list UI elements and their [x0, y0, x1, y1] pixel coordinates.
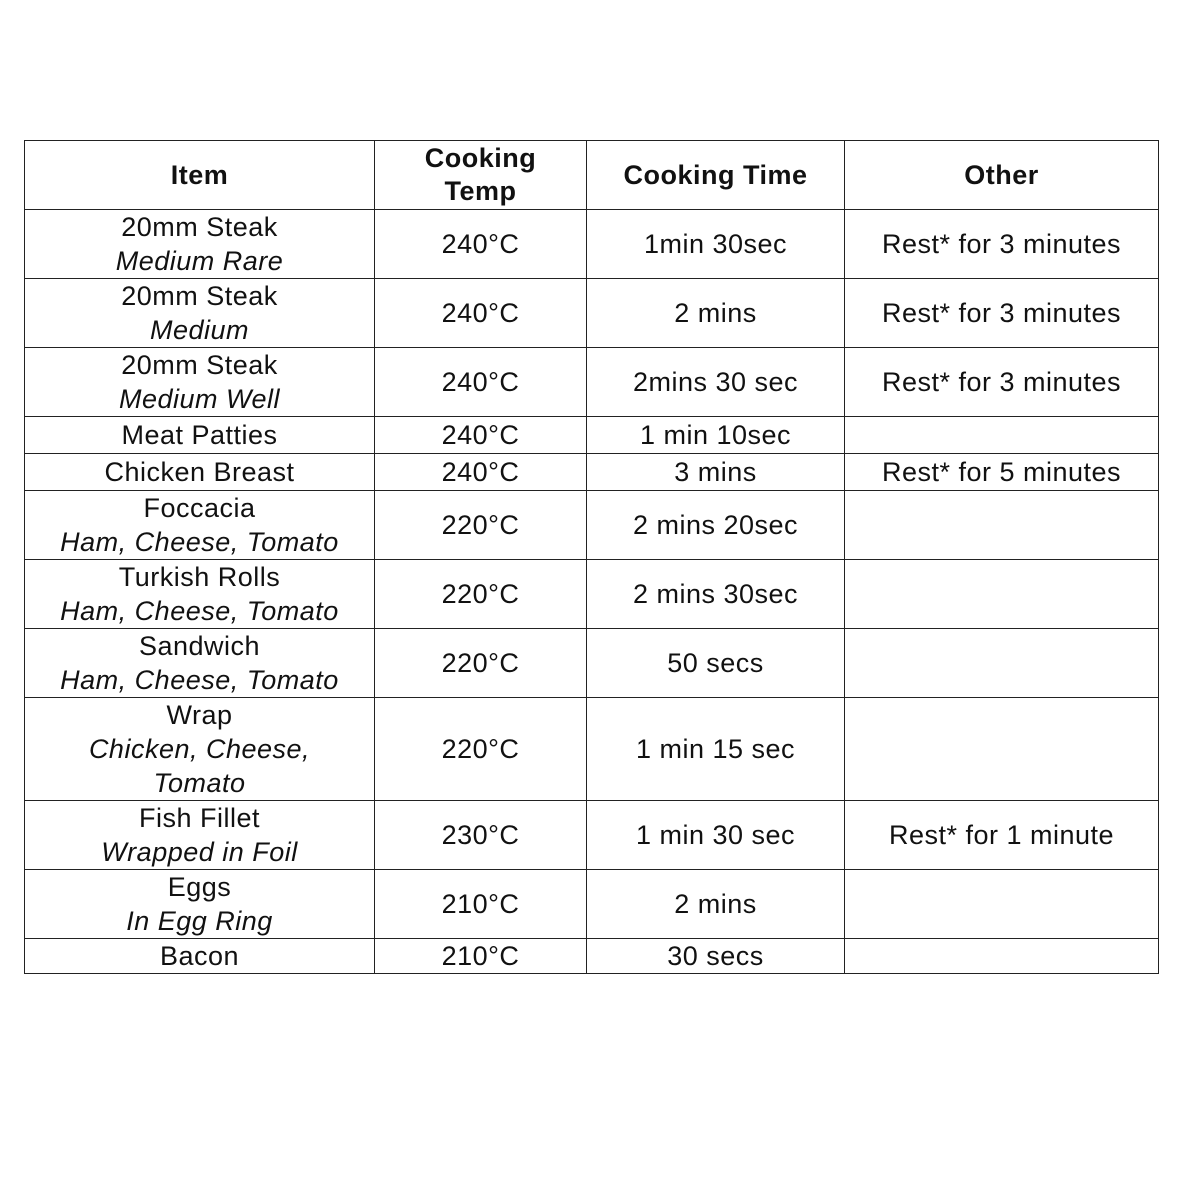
other-cell: Rest* for 3 minutes — [845, 279, 1159, 348]
table-row — [25, 454, 1159, 491]
table-row — [25, 279, 1159, 348]
header-row — [25, 141, 1159, 210]
time-cell: 2 mins 30sec — [587, 560, 845, 629]
temp-cell: 220°C — [375, 491, 587, 560]
item-cell — [25, 210, 375, 279]
header-temp-line1: Cooking — [424, 143, 537, 173]
header-temp — [375, 141, 587, 210]
item-name: Chicken Breast — [104, 457, 295, 487]
item-detail: Medium Rare — [115, 246, 284, 276]
item-cell — [25, 348, 375, 417]
table-row — [25, 491, 1159, 560]
item-cell — [25, 491, 375, 560]
item-detail: Wrapped in Foil — [101, 837, 298, 867]
other-cell — [845, 417, 1159, 454]
table-row — [25, 801, 1159, 870]
item-cell — [25, 801, 375, 870]
table-row — [25, 417, 1159, 454]
temp-cell: 230°C — [375, 801, 587, 870]
header-time: Cooking Time — [587, 141, 845, 210]
table-row — [25, 939, 1159, 974]
item-detail: Ham, Cheese, Tomato — [60, 596, 339, 626]
item-name: Bacon — [159, 941, 240, 971]
temp-cell: 240°C — [375, 454, 587, 491]
other-cell: Rest* for 3 minutes — [845, 210, 1159, 279]
time-cell: 1 min 15 sec — [587, 698, 845, 801]
item-name: 20mm Steak — [121, 350, 278, 380]
item-detail: Tomato — [153, 768, 246, 798]
time-cell: 1 min 30 sec — [587, 801, 845, 870]
other-cell: Rest* for 3 minutes — [845, 348, 1159, 417]
other-cell — [845, 560, 1159, 629]
temp-cell: 210°C — [375, 870, 587, 939]
item-cell — [25, 939, 375, 974]
cooking-table — [24, 140, 1159, 974]
temp-cell: 220°C — [375, 560, 587, 629]
temp-cell: 210°C — [375, 939, 587, 974]
temp-cell: 240°C — [375, 348, 587, 417]
time-cell: 50 secs — [587, 629, 845, 698]
item-detail: Ham, Cheese, Tomato — [60, 665, 339, 695]
table-row — [25, 698, 1159, 801]
item-name: Turkish Rolls — [118, 562, 281, 592]
item-name: 20mm Steak — [121, 212, 278, 242]
item-name: Eggs — [167, 872, 232, 902]
temp-cell: 240°C — [375, 210, 587, 279]
item-detail: Ham, Cheese, Tomato — [60, 527, 339, 557]
item-name: 20mm Steak — [121, 281, 278, 311]
table-row — [25, 629, 1159, 698]
time-cell: 2mins 30 sec — [587, 348, 845, 417]
other-cell — [845, 629, 1159, 698]
time-cell: 2 mins — [587, 279, 845, 348]
item-cell — [25, 417, 375, 454]
item-name: Wrap — [166, 700, 233, 730]
temp-cell: 220°C — [375, 698, 587, 801]
table-row — [25, 870, 1159, 939]
item-cell — [25, 454, 375, 491]
item-detail: Medium — [149, 315, 250, 345]
item-name: Sandwich — [138, 631, 261, 661]
other-cell: Rest* for 5 minutes — [845, 454, 1159, 491]
time-cell: 3 mins — [587, 454, 845, 491]
temp-cell: 220°C — [375, 629, 587, 698]
header-item: Item — [25, 141, 375, 210]
time-cell: 30 secs — [587, 939, 845, 974]
time-cell: 2 mins — [587, 870, 845, 939]
item-name: Meat Patties — [121, 420, 278, 450]
temp-cell: 240°C — [375, 279, 587, 348]
item-cell — [25, 870, 375, 939]
item-detail: In Egg Ring — [126, 906, 273, 936]
time-cell: 1min 30sec — [587, 210, 845, 279]
table-row — [25, 560, 1159, 629]
item-cell — [25, 698, 375, 801]
item-cell — [25, 629, 375, 698]
item-cell — [25, 279, 375, 348]
item-detail: Chicken, Cheese, — [88, 734, 311, 764]
table-row — [25, 210, 1159, 279]
other-cell — [845, 491, 1159, 560]
item-name: Fish Fillet — [138, 803, 260, 833]
header-temp-line2: Temp — [444, 176, 517, 206]
time-cell: 1 min 10sec — [587, 417, 845, 454]
time-cell: 2 mins 20sec — [587, 491, 845, 560]
other-cell — [845, 870, 1159, 939]
item-name: Foccacia — [143, 493, 256, 523]
other-cell: Rest* for 1 minute — [845, 801, 1159, 870]
item-detail: Medium Well — [118, 384, 281, 414]
temp-cell: 240°C — [375, 417, 587, 454]
table-row — [25, 348, 1159, 417]
header-other: Other — [845, 141, 1159, 210]
item-cell — [25, 560, 375, 629]
other-cell — [845, 698, 1159, 801]
other-cell — [845, 939, 1159, 974]
